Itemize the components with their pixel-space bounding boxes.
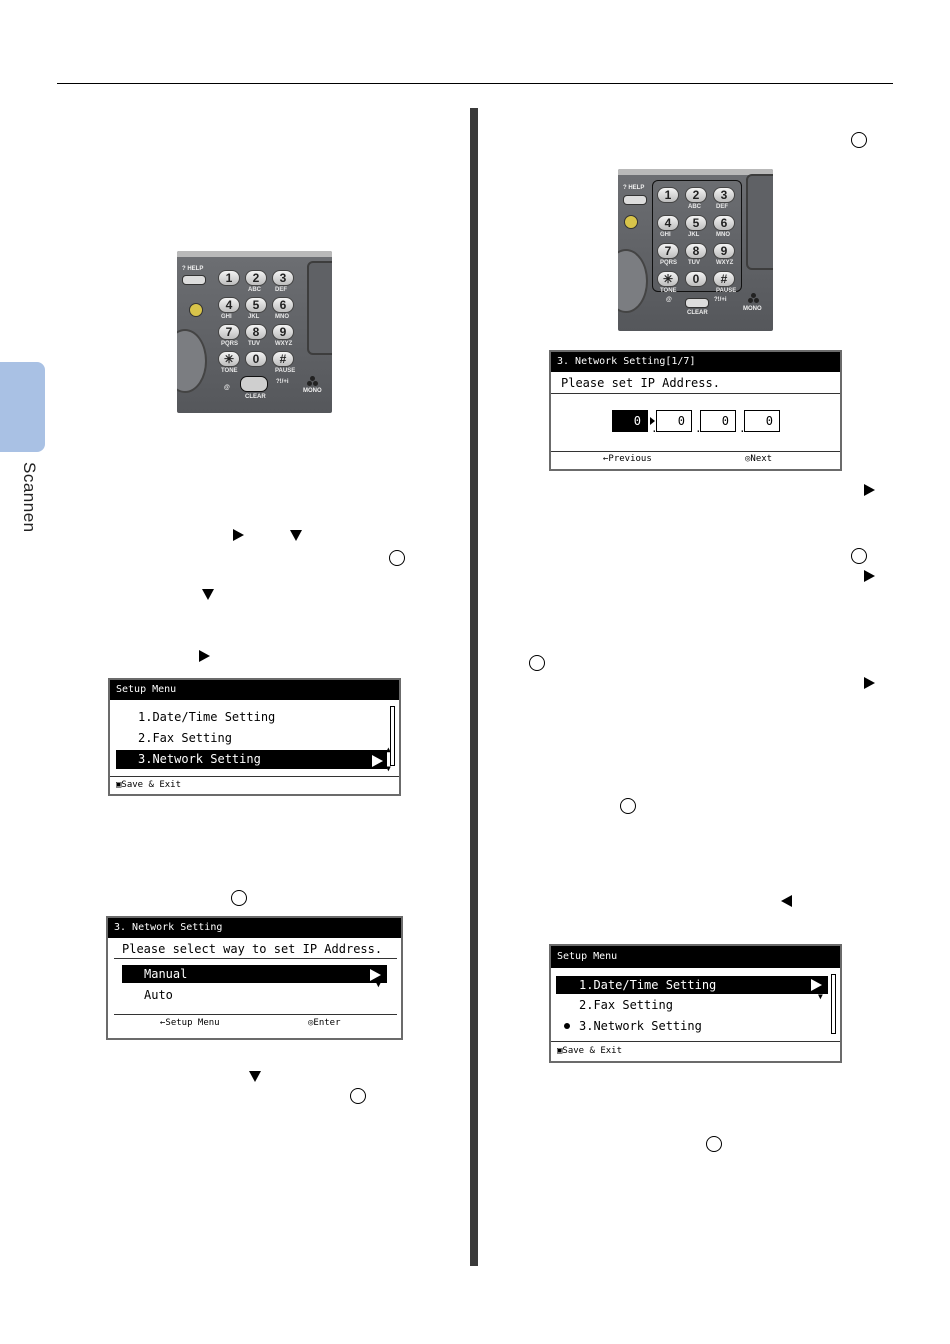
right-arrow-icon bbox=[199, 650, 210, 662]
ip-octet-3[interactable]: 0 bbox=[700, 410, 736, 432]
clear-button[interactable] bbox=[685, 298, 709, 308]
down-arrow-icon bbox=[290, 530, 302, 541]
option-auto[interactable]: Auto bbox=[144, 988, 173, 1002]
clear-label: CLEAR bbox=[687, 310, 708, 316]
button-reference-icon bbox=[620, 798, 636, 814]
button-reference-icon bbox=[231, 890, 247, 906]
keypad-key-7[interactable]: 7 bbox=[657, 243, 679, 259]
keypad-key-letters: GHI bbox=[221, 314, 232, 320]
keypad-key-letters: JKL bbox=[248, 314, 260, 320]
keypad-key-4[interactable]: 4 bbox=[657, 215, 679, 231]
keypad-key-letters: GHI bbox=[660, 232, 671, 238]
right-arrow-icon bbox=[864, 570, 875, 582]
lcd-prompt: Please select way to set IP Address. bbox=[122, 942, 383, 956]
keypad-key-hash[interactable]: # bbox=[713, 271, 735, 287]
pause-symbol: ?!/+i bbox=[276, 379, 289, 385]
keypad-key-1[interactable]: 1 bbox=[657, 187, 679, 203]
button-reference-icon bbox=[350, 1088, 366, 1104]
clear-button[interactable] bbox=[240, 376, 268, 392]
down-arrow-icon bbox=[202, 589, 214, 600]
button-reference-icon bbox=[529, 655, 545, 671]
pause-symbol: ?!/+i bbox=[714, 297, 727, 303]
chapter-tab bbox=[0, 362, 45, 452]
keypad-key-letters: JKL bbox=[688, 232, 700, 238]
lcd-title-bar: Setup Menu bbox=[110, 680, 399, 700]
tone-symbol: @ bbox=[666, 297, 672, 303]
menu-item-fax[interactable]: 2.Fax Setting bbox=[579, 998, 673, 1012]
footer-previous[interactable]: ←Previous bbox=[603, 454, 652, 464]
keypad-key-hash[interactable]: # bbox=[272, 351, 294, 367]
keypad-key-4[interactable]: 4 bbox=[218, 297, 240, 313]
menu-item-network[interactable]: 3.Network Setting bbox=[579, 1019, 702, 1033]
ip-dot: . bbox=[739, 422, 746, 435]
button-reference-icon bbox=[389, 550, 405, 566]
keypad-key-letters: PAUSE bbox=[275, 368, 296, 374]
footer-back[interactable]: ←Setup Menu bbox=[160, 1018, 220, 1028]
scrollbar[interactable] bbox=[390, 706, 395, 766]
lcd-setup-menu-confirmed bbox=[549, 944, 842, 1063]
keypad-key-letters: TUV bbox=[248, 341, 260, 347]
keypad-key-letters: WXYZ bbox=[275, 341, 293, 347]
menu-item-fax[interactable]: 2.Fax Setting bbox=[138, 731, 232, 745]
keypad-key-letters: PQRS bbox=[221, 341, 239, 347]
lcd-setup-menu bbox=[108, 678, 401, 796]
keypad-key-3[interactable]: 3 bbox=[272, 270, 294, 286]
button-reference-icon bbox=[706, 1136, 722, 1152]
keypad-key-0[interactable]: 0 bbox=[245, 351, 267, 367]
keypad-key-5[interactable]: 5 bbox=[685, 215, 707, 231]
lcd-network-setting bbox=[106, 916, 403, 1040]
button-reference-icon bbox=[851, 548, 867, 564]
keypad-key-letters: ABC bbox=[688, 204, 701, 210]
button-reference-icon bbox=[851, 132, 867, 148]
keypad-key-6[interactable]: 6 bbox=[272, 297, 294, 313]
scroll-down-icon: ▼ bbox=[376, 980, 381, 989]
menu-item-date-time-selected[interactable]: 1.Date/Time Setting bbox=[556, 976, 828, 994]
scroll-up-icon: ▲ bbox=[386, 745, 391, 754]
option-manual-selected[interactable]: Manual bbox=[122, 965, 387, 983]
right-arrow-icon bbox=[233, 529, 244, 541]
keypad-key-9[interactable]: 9 bbox=[713, 243, 735, 259]
keypad-key-letters: TONE bbox=[660, 288, 677, 294]
right-arrow-icon bbox=[372, 755, 383, 767]
footer-enter[interactable]: ◎Enter bbox=[308, 1018, 341, 1028]
keypad-key-letters: DEF bbox=[275, 287, 287, 293]
keypad-key-letters: TUV bbox=[688, 260, 700, 266]
column-divider bbox=[470, 108, 478, 1266]
help-label: ? HELP bbox=[623, 185, 645, 191]
keypad-key-6[interactable]: 6 bbox=[713, 215, 735, 231]
help-label: ? HELP bbox=[182, 266, 204, 272]
right-arrow-icon bbox=[864, 484, 875, 496]
keypad-key-2[interactable]: 2 bbox=[685, 187, 707, 203]
menu-item-network-selected[interactable]: 3.Network Setting bbox=[116, 750, 387, 769]
ip-octet-2[interactable]: 0 bbox=[656, 410, 692, 432]
keypad-key-letters: MNO bbox=[716, 232, 730, 238]
right-arrow-icon bbox=[864, 677, 875, 689]
down-arrow-icon bbox=[249, 1071, 261, 1082]
keypad-photo-right bbox=[618, 169, 773, 331]
ip-octet-4[interactable]: 0 bbox=[744, 410, 780, 432]
chapter-tab-label: Scannen bbox=[20, 462, 39, 533]
keypad-key-8[interactable]: 8 bbox=[685, 243, 707, 259]
keypad-key-star[interactable]: ✳ bbox=[218, 351, 240, 367]
lcd-title-bar: 3. Network Setting[1/7] bbox=[551, 352, 840, 372]
keypad-key-2[interactable]: 2 bbox=[245, 270, 267, 286]
left-arrow-icon bbox=[781, 895, 792, 907]
scroll-down-icon: ▼ bbox=[818, 992, 823, 1001]
keypad-photo-left bbox=[177, 251, 332, 413]
clear-label: CLEAR bbox=[245, 394, 266, 400]
mono-label: MONO bbox=[743, 306, 762, 312]
scrollbar[interactable] bbox=[831, 974, 836, 1034]
header-rule bbox=[57, 83, 893, 84]
scroll-down-icon: ▼ bbox=[386, 764, 391, 773]
keypad-key-8[interactable]: 8 bbox=[245, 324, 267, 340]
keypad-key-0[interactable]: 0 bbox=[685, 271, 707, 287]
tone-symbol: @ bbox=[224, 385, 230, 391]
lcd-title-bar: 3. Network Setting bbox=[108, 918, 401, 938]
lcd-prompt: Please set IP Address. bbox=[561, 376, 720, 390]
footer-next[interactable]: ◎Next bbox=[745, 454, 773, 464]
keypad-key-1[interactable]: 1 bbox=[218, 270, 240, 286]
menu-item-date-time[interactable]: 1.Date/Time Setting bbox=[138, 710, 276, 724]
keypad-key-letters: DEF bbox=[716, 204, 728, 210]
keypad-key-star[interactable]: ✳ bbox=[657, 271, 679, 287]
lcd-footer[interactable]: ▣Save & Exit bbox=[110, 776, 399, 794]
lcd-title-bar: Setup Menu bbox=[551, 946, 840, 968]
keypad-key-3[interactable]: 3 bbox=[713, 187, 735, 203]
keypad-key-7[interactable]: 7 bbox=[218, 324, 240, 340]
right-arrow-icon bbox=[811, 979, 822, 991]
current-setting-bullet-icon bbox=[564, 1023, 570, 1029]
keypad-key-5[interactable]: 5 bbox=[245, 297, 267, 313]
keypad-key-letters: TONE bbox=[221, 368, 238, 374]
lcd-ip-address bbox=[549, 350, 842, 471]
keypad-key-9[interactable]: 9 bbox=[272, 324, 294, 340]
keypad-key-letters: WXYZ bbox=[716, 260, 734, 266]
ip-dot: . bbox=[695, 422, 702, 435]
keypad-key-letters: ABC bbox=[248, 287, 261, 293]
ip-dot: . bbox=[651, 422, 658, 435]
mono-label: MONO bbox=[303, 388, 322, 394]
ip-octet-1[interactable]: 0 bbox=[612, 410, 648, 432]
keypad-key-letters: PQRS bbox=[660, 260, 678, 266]
keypad-key-letters: MNO bbox=[275, 314, 289, 320]
keypad-key-letters: PAUSE bbox=[716, 288, 737, 294]
lcd-footer[interactable]: ▣Save & Exit bbox=[551, 1041, 840, 1061]
